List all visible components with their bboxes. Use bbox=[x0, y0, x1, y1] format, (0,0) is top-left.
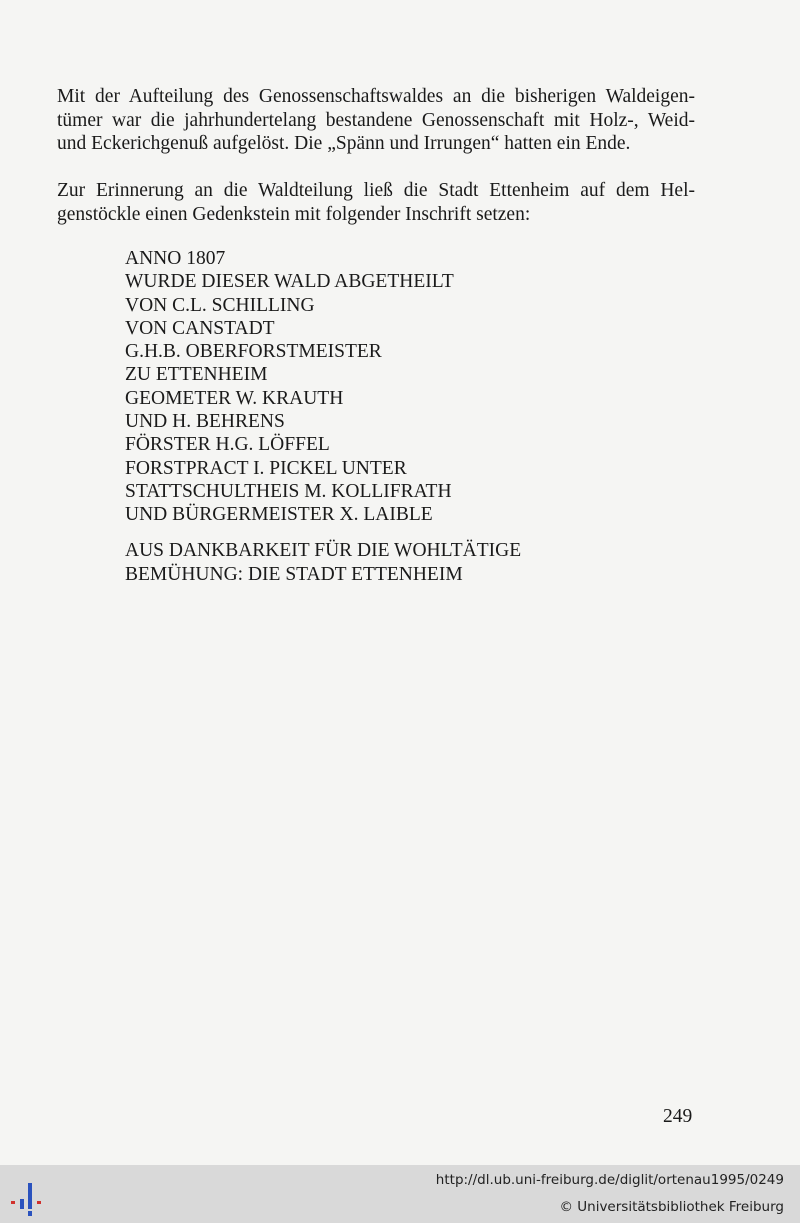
text-line: Zur Erinnerung an die Waldteilung ließ die Stadt Ettenheim auf dem Hel- bbox=[57, 180, 695, 201]
inscription-dedication bbox=[125, 539, 521, 586]
inscription-line: UND H. BEHRENS bbox=[125, 411, 285, 433]
inscription-line: VON C.L. SCHILLING bbox=[125, 294, 315, 316]
dedication-line: AUS DANKBARKEIT FÜR DIE WOHLTÄTIGE bbox=[125, 540, 522, 561]
paragraph-intro bbox=[57, 85, 695, 156]
text-line: tümer war die jahrhundertelang bestandene Genossenschaft mit Holz-, Weid- bbox=[57, 109, 695, 131]
inscription-line: ANNO 1807 bbox=[125, 248, 226, 269]
paragraph-memorial bbox=[57, 179, 695, 226]
inscription-line: STATTSCHULTHEIS M. KOLLIFRATH bbox=[125, 480, 452, 502]
inscription-line: ZU ETTENHEIM bbox=[125, 364, 268, 386]
text-line: Mit der Aufteilung des Genossenschaftswaldes an die bisherigen Waldeigen- bbox=[57, 86, 695, 107]
document-url[interactable]: http://dl.ub.uni-freiburg.de/diglit/ortenau1995/0249 bbox=[435, 1172, 784, 1188]
viewer-footer bbox=[0, 1165, 800, 1223]
ub-freiburg-logo-icon bbox=[8, 1175, 52, 1219]
inscription-line: FORSTPRACT I. PICKEL UNTER bbox=[125, 457, 407, 479]
page-number: 249 bbox=[663, 1106, 693, 1127]
dedication-line: BEMÜHUNG: DIE STADT ETTENHEIM bbox=[125, 563, 463, 585]
inscription-line: VON CANSTADT bbox=[125, 317, 275, 339]
stone-inscription bbox=[125, 247, 454, 527]
inscription-line: UND BÜRGERMEISTER X. LAIBLE bbox=[125, 504, 433, 526]
inscription-line: WURDE DIESER WALD ABGETHEILT bbox=[125, 271, 454, 293]
inscription-line: G.H.B. OBERFORSTMEISTER bbox=[125, 341, 382, 363]
text-line: genstöckle einen Gedenkstein mit folgender Inschrift setzen: bbox=[57, 203, 531, 225]
inscription-line: GEOMETER W. KRAUTH bbox=[125, 387, 344, 409]
inscription-line: FÖRSTER H.G. LÖFFEL bbox=[125, 434, 330, 456]
text-line: und Eckerichgenuß aufgelöst. Die „Spänn und Irrungen“ hatten ein Ende. bbox=[57, 133, 631, 154]
copyright-notice: © Universitätsbibliothek Freiburg bbox=[559, 1199, 784, 1215]
